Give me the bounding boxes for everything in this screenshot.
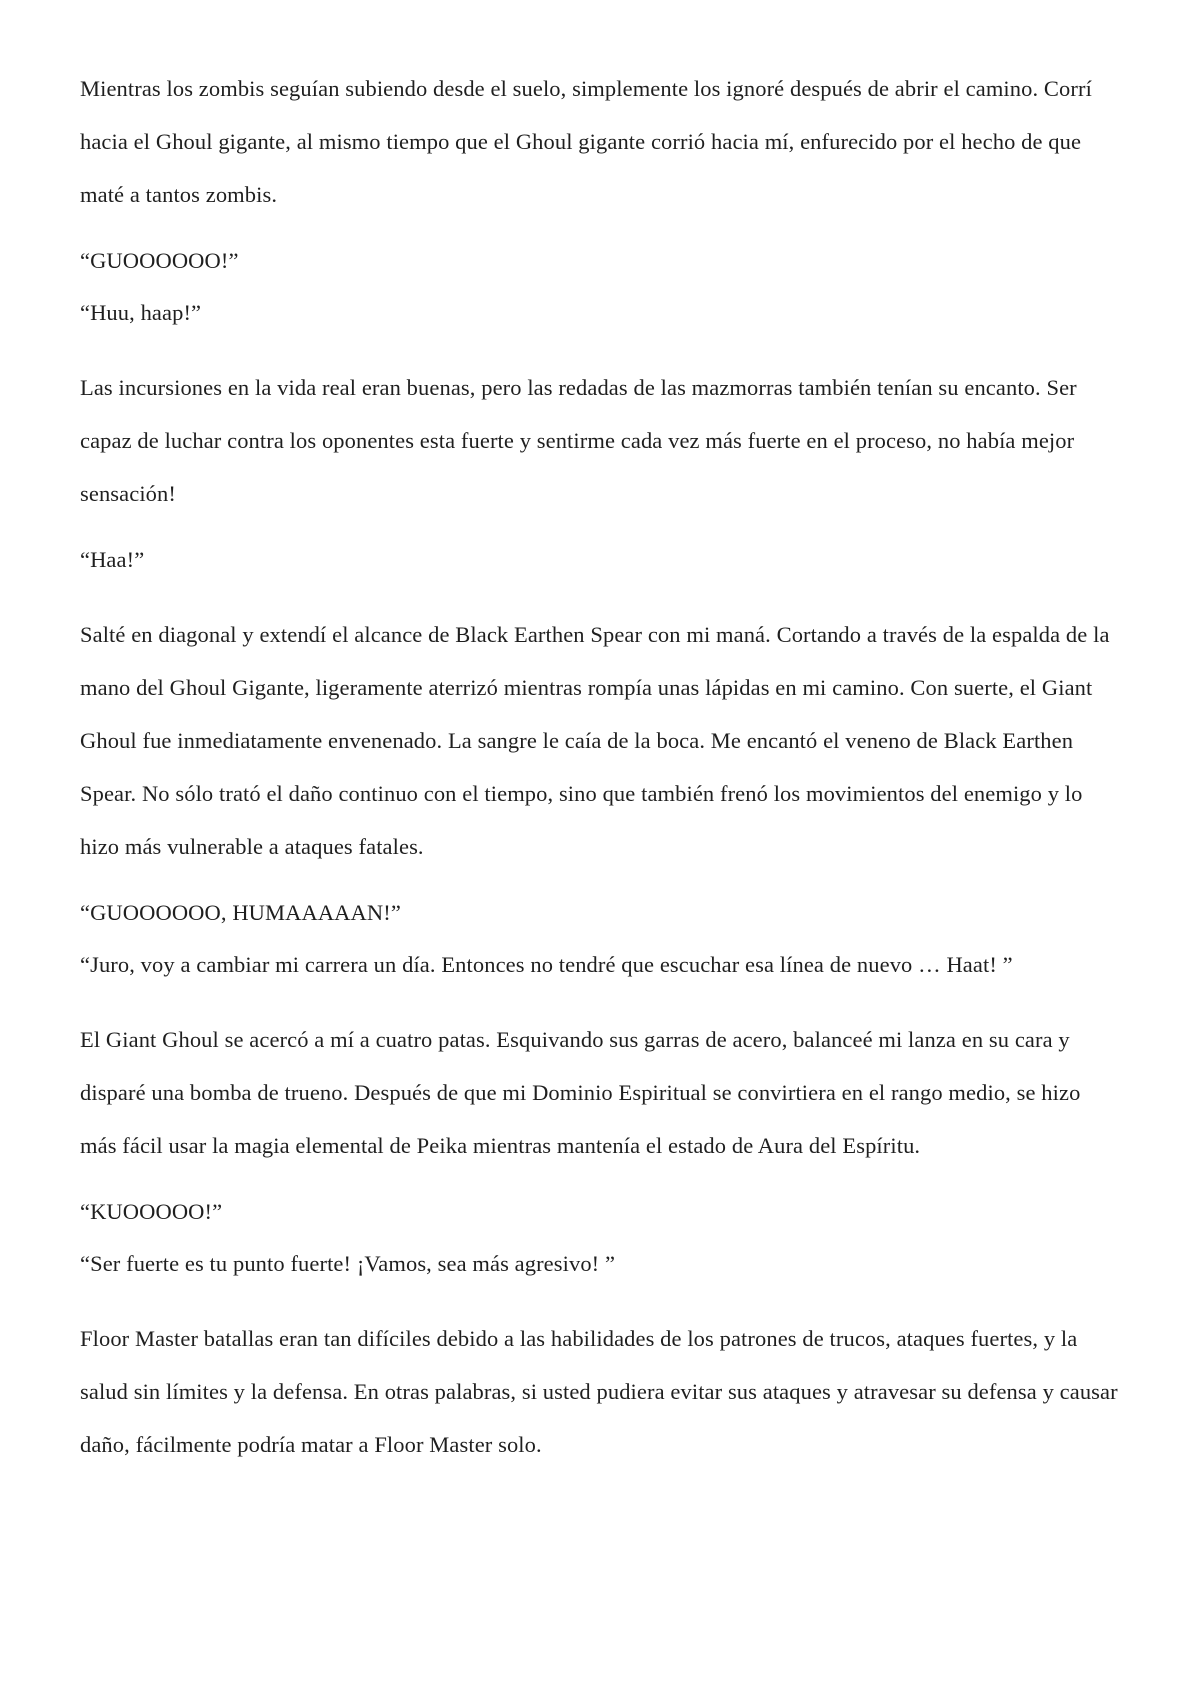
paragraph-2: Las incursiones en la vida real eran buenas, pero las redadas de las mazmorras también tenían su encanto. Ser capaz de luchar contra los oponentes esta fuerte y sentirme cada vez más fuerte en el proceso, no había mejor sensación! bbox=[80, 375, 1077, 506]
dialog-line: “Huu, haap!” bbox=[80, 300, 202, 325]
dialog-line: “Ser fuerte es tu punto fuerte! ¡Vamos, sea más agresivo! ” bbox=[80, 1251, 616, 1276]
paragraph-1: Mientras los zombis seguían subiendo desde el suelo, simplemente los ignoré después de abrir el camino. Corrí hacia el Ghoul gigante, al mismo tiempo que el Ghoul gigante corrió hacia mí, enfurecido por el hecho de que maté a tantos zombis. bbox=[80, 76, 1092, 207]
paragraph-3: Salté en diagonal y extendí el alcance de Black Earthen Spear con mi maná. Cortando a través de la espalda de la mano del Ghoul Gigante, ligeramente aterrizó mientras rompía unas lápidas en mi camino. Con suerte, el Giant Ghoul fue inmediatamente envenenado. La sangre le caía de la boca. Me encantó el veneno de Black Earthen Spear. No sólo trató el daño continuo con el tiempo, sino que también frenó los movimientos del enemigo y lo hizo más vulnerable a ataques fatales. bbox=[80, 622, 1110, 859]
dialog-line: “GUOOOOOO!” bbox=[80, 248, 239, 273]
dialog-line: “KUOOOOO!” bbox=[80, 1199, 223, 1224]
dialog-line: “Haa!” bbox=[80, 547, 145, 572]
dialog-group-4 bbox=[80, 1186, 1120, 1290]
paragraph-4: El Giant Ghoul se acercó a mí a cuatro patas. Esquivando sus garras de acero, balanceé mi lanza en su cara y disparé una bomba de trueno. Después de que mi Dominio Espiritual se convirtiera en el rango medio, se hizo más fácil usar la magia elemental de Peika mientras mantenía el estado de Aura del Espíritu. bbox=[80, 1027, 1081, 1158]
dialog-group-2 bbox=[80, 534, 1120, 586]
dialog-line: “Juro, voy a cambiar mi carrera un día. Entonces no tendré que escuchar esa línea de nuevo … Haat! ” bbox=[80, 952, 1013, 977]
dialog-group-1 bbox=[80, 235, 1120, 339]
dialog-group-3 bbox=[80, 887, 1120, 991]
dialog-line: “GUOOOOOO, HUMAAAAAN!” bbox=[80, 900, 401, 925]
paragraph-5: Floor Master batallas eran tan difíciles debido a las habilidades de los patrones de trucos, ataques fuertes, y la salud sin límites y la defensa. En otras palabras, si usted pudiera evitar sus ataques y atravesar su defensa y causar daño, fácilmente podría matar a Floor Master solo. bbox=[80, 1326, 1118, 1457]
